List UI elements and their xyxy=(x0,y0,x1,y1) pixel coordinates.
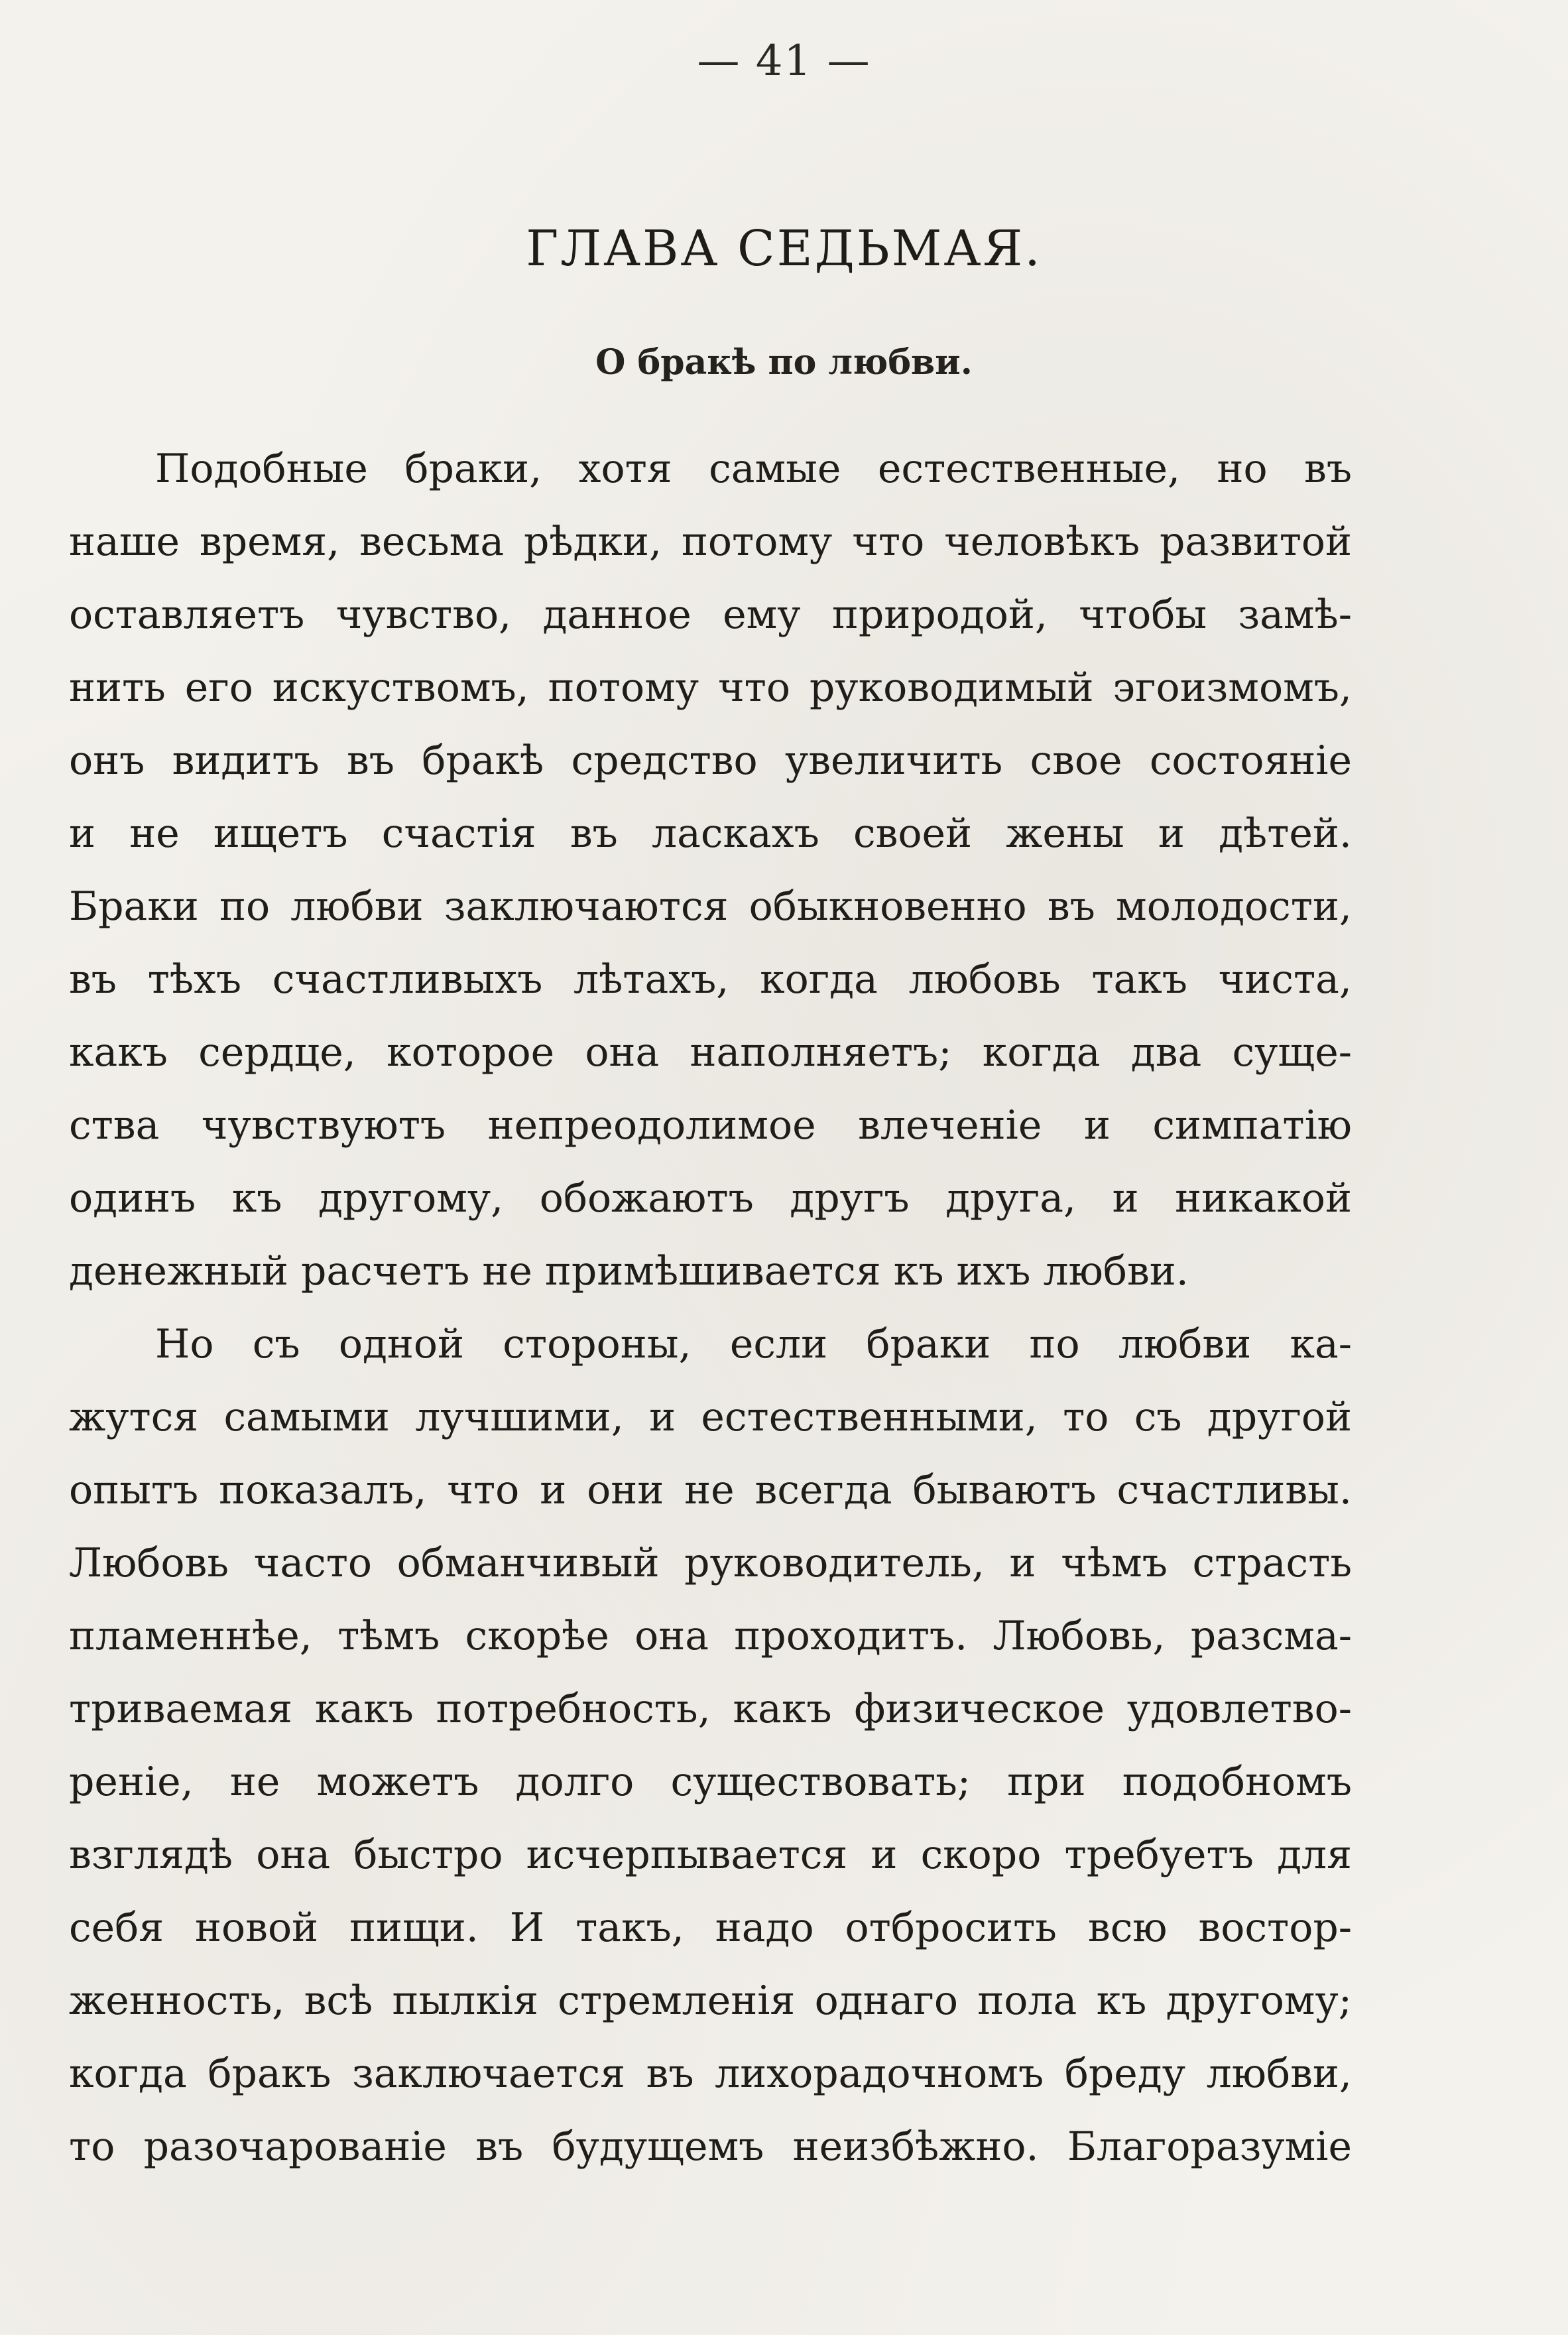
text-line: опытъ показалъ, что и они не всегда бываютъ счастливы. xyxy=(69,1467,1352,1513)
text-line: женность, всѣ пылкія стремленія однаго пола къ другому; xyxy=(69,1978,1352,2024)
chapter-title: ГЛАВА СЕДЬМАЯ. xyxy=(526,220,1042,277)
text-line: триваемая какъ потребность, какъ физическое удовлетво- xyxy=(69,1686,1352,1732)
text-line: взглядѣ она быстро исчерпывается и скоро требуетъ для xyxy=(69,1832,1352,1878)
text-line: нить его искуствомъ, потому что руководимый эгоизмомъ, xyxy=(69,664,1352,711)
text-line: реніе, не можетъ долго существовать; при подобномъ xyxy=(69,1759,1352,1805)
text-line: Браки по любви заключаются обыкновенно въ молодости, xyxy=(69,883,1352,930)
text-line: оставляетъ чувство, данное ему природой, чтобы замѣ- xyxy=(69,592,1352,638)
text-line: пламеннѣе, тѣмъ скорѣе она проходитъ. Любовь, разсма- xyxy=(69,1613,1352,1659)
text-line: когда бракъ заключается въ лихорадочномъ бреду любви, xyxy=(69,2051,1352,2097)
text-line: себя новой пищи. И такъ, надо отбросить всю востор- xyxy=(69,1905,1352,1951)
text-line: въ тѣхъ счастливыхъ лѣтахъ, когда любовь такъ чиста, xyxy=(69,956,1352,1003)
text-line: какъ сердце, которое она наполняетъ; когда два суще- xyxy=(69,1029,1352,1076)
text-line: онъ видитъ въ бракѣ средство увеличить свое состояніе xyxy=(69,737,1352,784)
text-line: одинъ къ другому, обожаютъ другъ друга, и никакой xyxy=(69,1175,1352,1222)
page-number: — 41 — xyxy=(697,36,871,86)
text-line: Подобные браки, хотя самые естественные, но въ xyxy=(155,446,1352,492)
text-line: жутся самыми лучшими, и естественными, то съ другой xyxy=(69,1394,1352,1440)
text-line: Любовь часто обманчивый руководитель, и чѣмъ страсть xyxy=(69,1540,1352,1586)
text-line: наше время, весьма рѣдки, потому что человѣкъ развитой xyxy=(69,519,1352,565)
text-line: то разочарованіе въ будущемъ неизбѣжно. Благоразуміе xyxy=(69,2123,1352,2170)
text-line: денежный расчетъ не примѣшивается къ ихъ любви. xyxy=(69,1248,1189,1294)
paragraph-1 xyxy=(69,432,1352,1308)
text-line: Но съ одной стороны, если браки по любви ка- xyxy=(155,1321,1352,1367)
paragraph-2 xyxy=(69,1308,1352,2183)
chapter-subtitle: О бракѣ по любви. xyxy=(595,342,973,383)
text-line: ства чувствуютъ непреодолимое влеченіе и симпатію xyxy=(69,1102,1352,1149)
text-line: и не ищетъ счастія въ ласкахъ своей жены и дѣтей. xyxy=(69,810,1352,857)
body-text xyxy=(69,432,1352,2183)
